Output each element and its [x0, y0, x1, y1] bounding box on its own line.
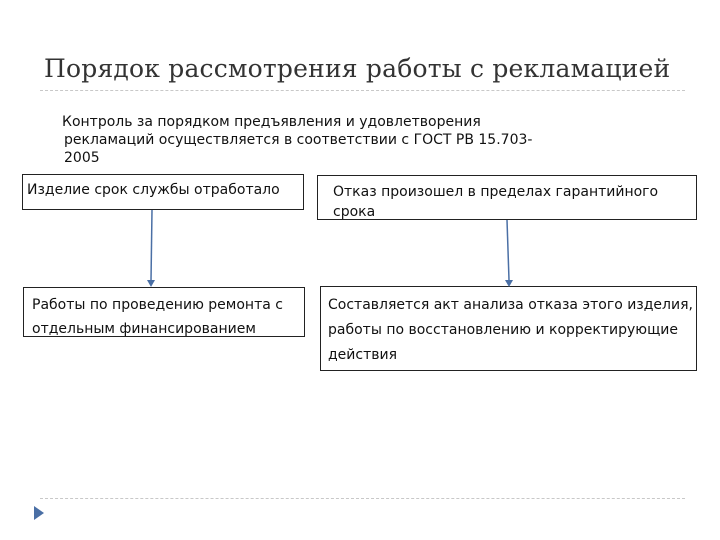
- box-analysis-line-2: работы по восстановлению и корректирующие: [328, 322, 678, 338]
- box-repair-line-1: Работы по проведению ремонта с: [32, 297, 283, 313]
- footer-divider: [40, 498, 685, 499]
- intro-line-1: Контроль за порядком предъявления и удовлетворения: [62, 114, 481, 130]
- box-service-life-expired-label: Изделие срок службы отработало: [27, 182, 280, 198]
- intro-line-2: рекламаций осуществляется в соответствии с ГОСТ РВ 15.703-: [64, 132, 533, 148]
- intro-line-3: 2005: [64, 150, 100, 166]
- box-warranty-failure-line-1: Отказ произошел в пределах гарантийного: [333, 184, 659, 200]
- slide-bullet-icon: [34, 506, 44, 520]
- arrow-left: [147, 210, 155, 287]
- box-warranty-failure-line-2: срока: [333, 204, 376, 220]
- box-analysis-line-3: действия: [328, 347, 398, 363]
- box-repair-line-2: отдельным финансированием: [32, 321, 256, 337]
- box-analysis-line-1: Составляется акт анализа отказа этого изделия,: [328, 297, 693, 313]
- slide-title: Порядок рассмотрения работы с рекламацией: [44, 54, 671, 83]
- arrow-right: [505, 220, 513, 287]
